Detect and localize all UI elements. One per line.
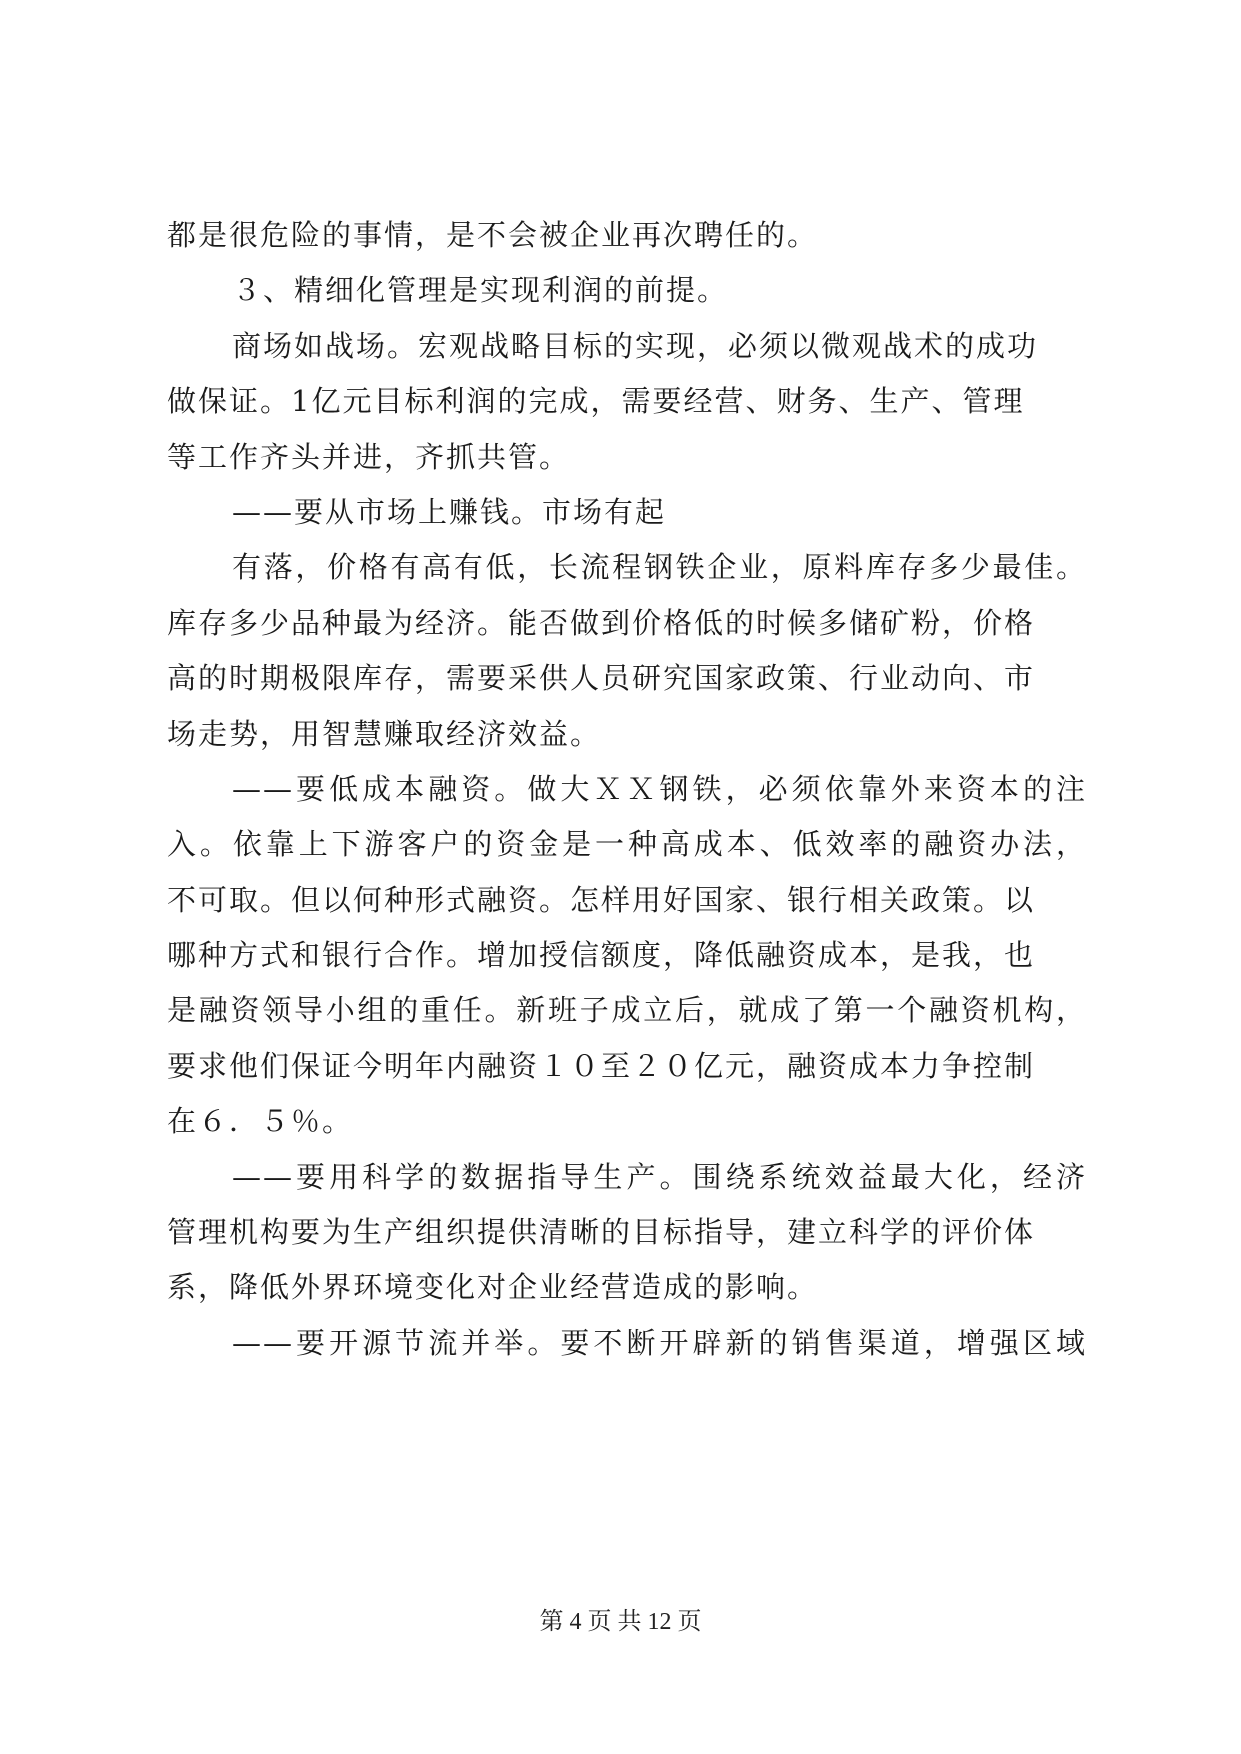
text-line: 做保证。1亿元目标利润的完成，需要经营、财务、生产、管理 <box>167 384 1025 418</box>
text-line: ——要开源节流并举。要不断开辟新的销售渠道，增强区域 <box>232 1326 1087 1360</box>
text-line: 库存多少品种最为经济。能否做到价格低的时候多储矿粉，价格 <box>167 606 1036 640</box>
page-number-footer: 第 4 页 共 12 页 <box>539 1609 702 1635</box>
text-line: ——要用科学的数据指导生产。围绕系统效益最大化，经济 <box>232 1160 1087 1194</box>
text-line: 哪种方式和银行合作。增加授信额度，降低融资成本，是我，也 <box>167 938 1036 972</box>
text-line: 都是很危险的事情，是不会被企业再次聘任的。 <box>167 218 819 252</box>
text-line: 场走势，用智慧赚取经济效益。 <box>167 717 602 751</box>
text-line: 在６．５％。 <box>167 1104 354 1138</box>
text-line: 有落，价格有高有低，长流程钢铁企业，原料库存多少最佳。 <box>232 550 1087 584</box>
text-line: 管理机构要为生产组织提供清晰的目标指导，建立科学的评价体 <box>167 1215 1036 1249</box>
text-line: 商场如战场。宏观战略目标的实现，必须以微观战术的成功 <box>232 329 1039 363</box>
text-line: ——要低成本融资。做大ＸＸ钢铁，必须依靠外来资本的注 <box>232 772 1087 806</box>
text-line: 是融资领导小组的重任。新班子成立后，就成了第一个融资机构， <box>167 993 1087 1027</box>
text-line: 系，降低外界环境变化对企业经营造成的影响。 <box>167 1270 819 1304</box>
text-line: 不可取。但以何种形式融资。怎样用好国家、银行相关政策。以 <box>167 883 1036 917</box>
section-heading: ３、精细化管理是实现利润的前提。 <box>232 273 729 307</box>
text-line: 入。依靠上下游客户的资金是一种高成本、低效率的融资办法， <box>167 827 1087 861</box>
text-line: 等工作齐头并进，齐抓共管。 <box>167 440 571 474</box>
text-line: 要求他们保证今明年内融资１０至２０亿元，融资成本力争控制 <box>167 1049 1036 1083</box>
text-line: 高的时期极限库存，需要采供人员研究国家政策、行业动向、市 <box>167 661 1036 695</box>
text-line: ——要从市场上赚钱。市场有起 <box>232 495 667 529</box>
